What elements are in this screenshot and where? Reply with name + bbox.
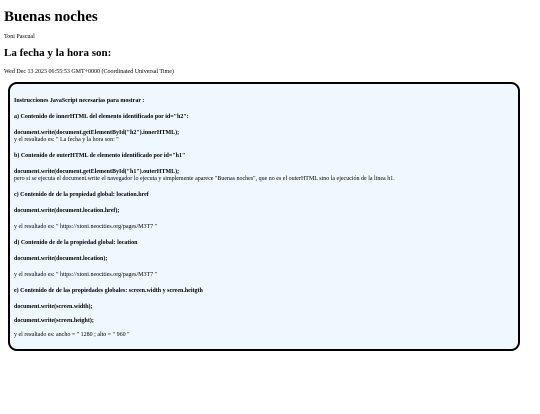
- item-e-heading: e) Contenido de de las propiedades globales: screen.width y screen.heitgth: [14, 288, 203, 294]
- item-e-result: y el resultado es: ancho = " 1280 ; alto = " 960 ": [14, 332, 130, 338]
- item-a-code: document.write(document.getElementById("h2").innerHTML);: [14, 130, 180, 136]
- section-heading: La fecha y la hora son:: [4, 47, 112, 59]
- item-e-code-height: document.write(screen.height);: [14, 318, 94, 324]
- item-b-result: pero si se ejecuta el document.write el navegador lo ejecuta y simplemente aparece "Buenas noches", que no es el outerHTML sino la ejecución de la linea h1.: [14, 176, 395, 182]
- instructions-box: [8, 82, 520, 351]
- item-c-result: y el resultado es: " https://xtoni.neocities.org/pages/M3T7 ": [14, 224, 158, 230]
- item-d-result: y el resultado es: " https://xtoni.neocities.org/pages/M3T7 ": [14, 272, 158, 278]
- item-b-code: document.write(document.getElementById("h1").outerHTML);: [14, 169, 180, 175]
- item-b-heading: b) Contenido de outerHTML de elemento identificado por id="h1": [14, 153, 186, 159]
- author-name: Toni Pascual: [4, 34, 35, 40]
- item-e-code-width: document.write(screen.width);: [14, 304, 93, 310]
- item-a-heading: a) Contenido de innerHTML del elemento identificado por id="h2":: [14, 114, 189, 120]
- page: [0, 9, 540, 76]
- instructions-intro: Instrucciones JavaScript necesarias para mostrar :: [14, 98, 145, 104]
- item-c-code: document.write(document.location.href);: [14, 208, 120, 214]
- item-c-heading: c) Contenido de de la propiedad global: location.href: [14, 192, 149, 198]
- page-title: Buenas noches: [4, 9, 98, 25]
- item-d-code: document.write(document.location);: [14, 256, 108, 262]
- item-a-result: y el resultado es: " La fecha y la hora son: ": [14, 137, 119, 143]
- item-d-heading: d) Contenido de de la propiedad global: location: [14, 240, 138, 246]
- datetime-text: Wed Dec 13 2023 06:55:53 GMT+0000 (Coordinated Universal Time): [4, 69, 174, 75]
